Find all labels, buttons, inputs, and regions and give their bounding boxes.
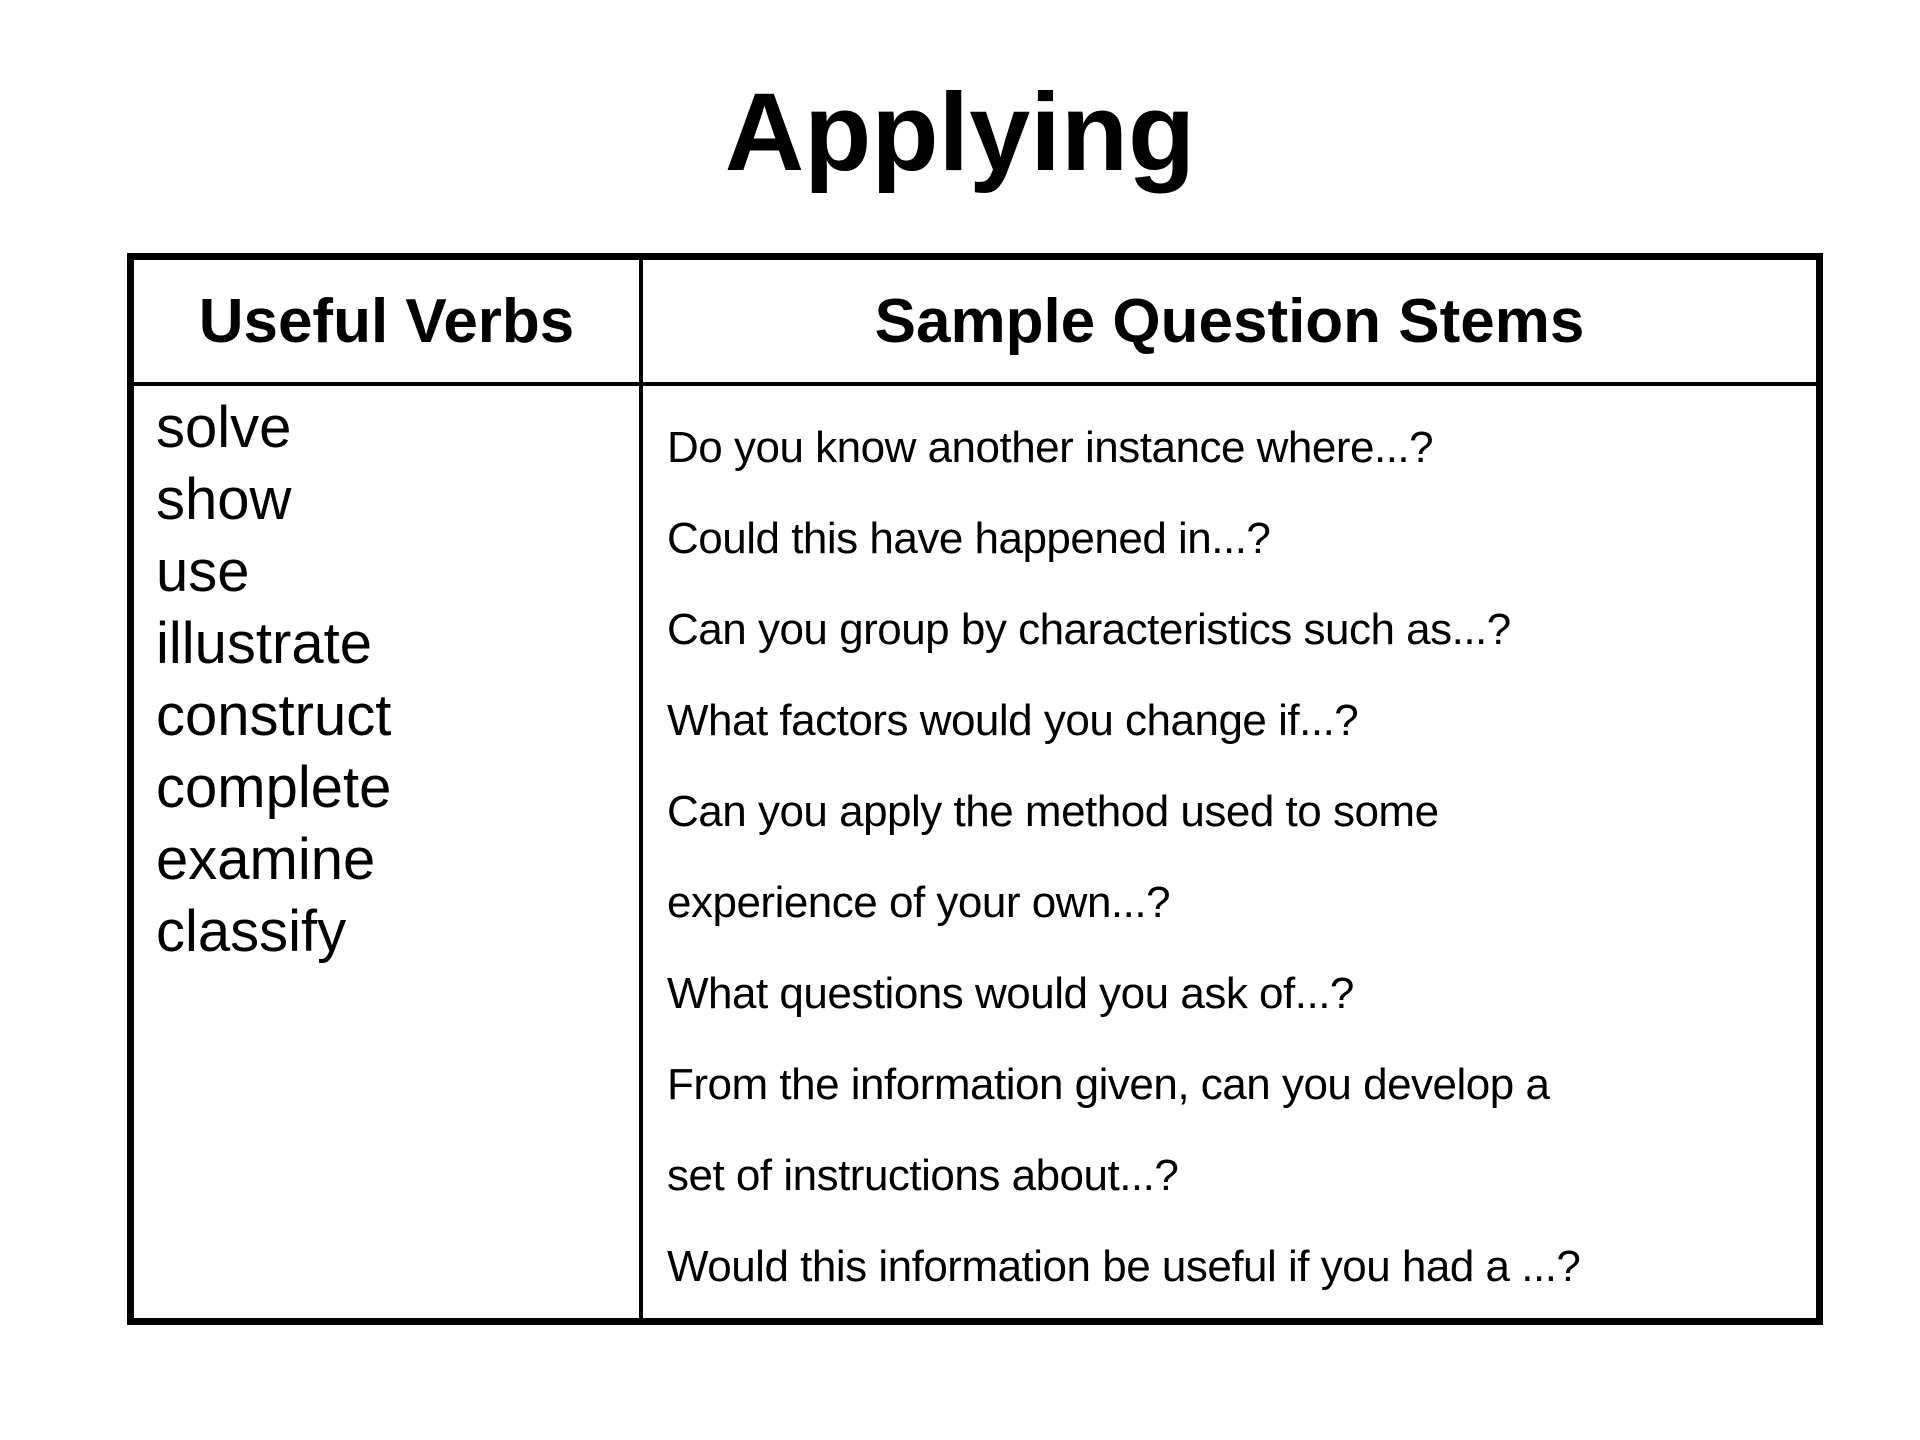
- stem-line: What factors would you change if...?: [667, 696, 1359, 745]
- verb-item: use: [156, 539, 250, 604]
- stem-line: Can you group by characteristics such as...?: [667, 605, 1511, 654]
- verb-item: complete: [156, 755, 392, 820]
- verb-item: examine: [156, 827, 376, 892]
- verb-item: solve: [156, 395, 292, 460]
- sample-question-stems-cell: [643, 386, 1816, 1318]
- stem-line: Do you know another instance where...?: [667, 423, 1434, 472]
- stem-line: experience of your own...?: [667, 878, 1171, 927]
- page-title: Applying: [724, 71, 1196, 194]
- stem-line: Could this have happened in...?: [667, 514, 1271, 563]
- verb-item: illustrate: [156, 611, 372, 676]
- stem-line: Would this information be useful if you had a ...?: [667, 1242, 1581, 1291]
- stem-line: From the information given, can you develop a: [667, 1060, 1550, 1109]
- column-header-useful-verbs: Useful Verbs: [134, 260, 643, 386]
- stem-line: set of instructions about...?: [667, 1151, 1179, 1200]
- useful-verbs-cell: [134, 386, 643, 1318]
- stem-line: What questions would you ask of...?: [667, 969, 1354, 1018]
- verbs-stems-table: [127, 253, 1823, 1325]
- stem-line: Can you apply the method used to some: [667, 787, 1439, 836]
- verb-item: construct: [156, 683, 392, 748]
- column-header-sample-question-stems: Sample Question Stems: [643, 260, 1816, 386]
- verb-item: classify: [156, 899, 347, 964]
- verb-item: show: [156, 467, 292, 532]
